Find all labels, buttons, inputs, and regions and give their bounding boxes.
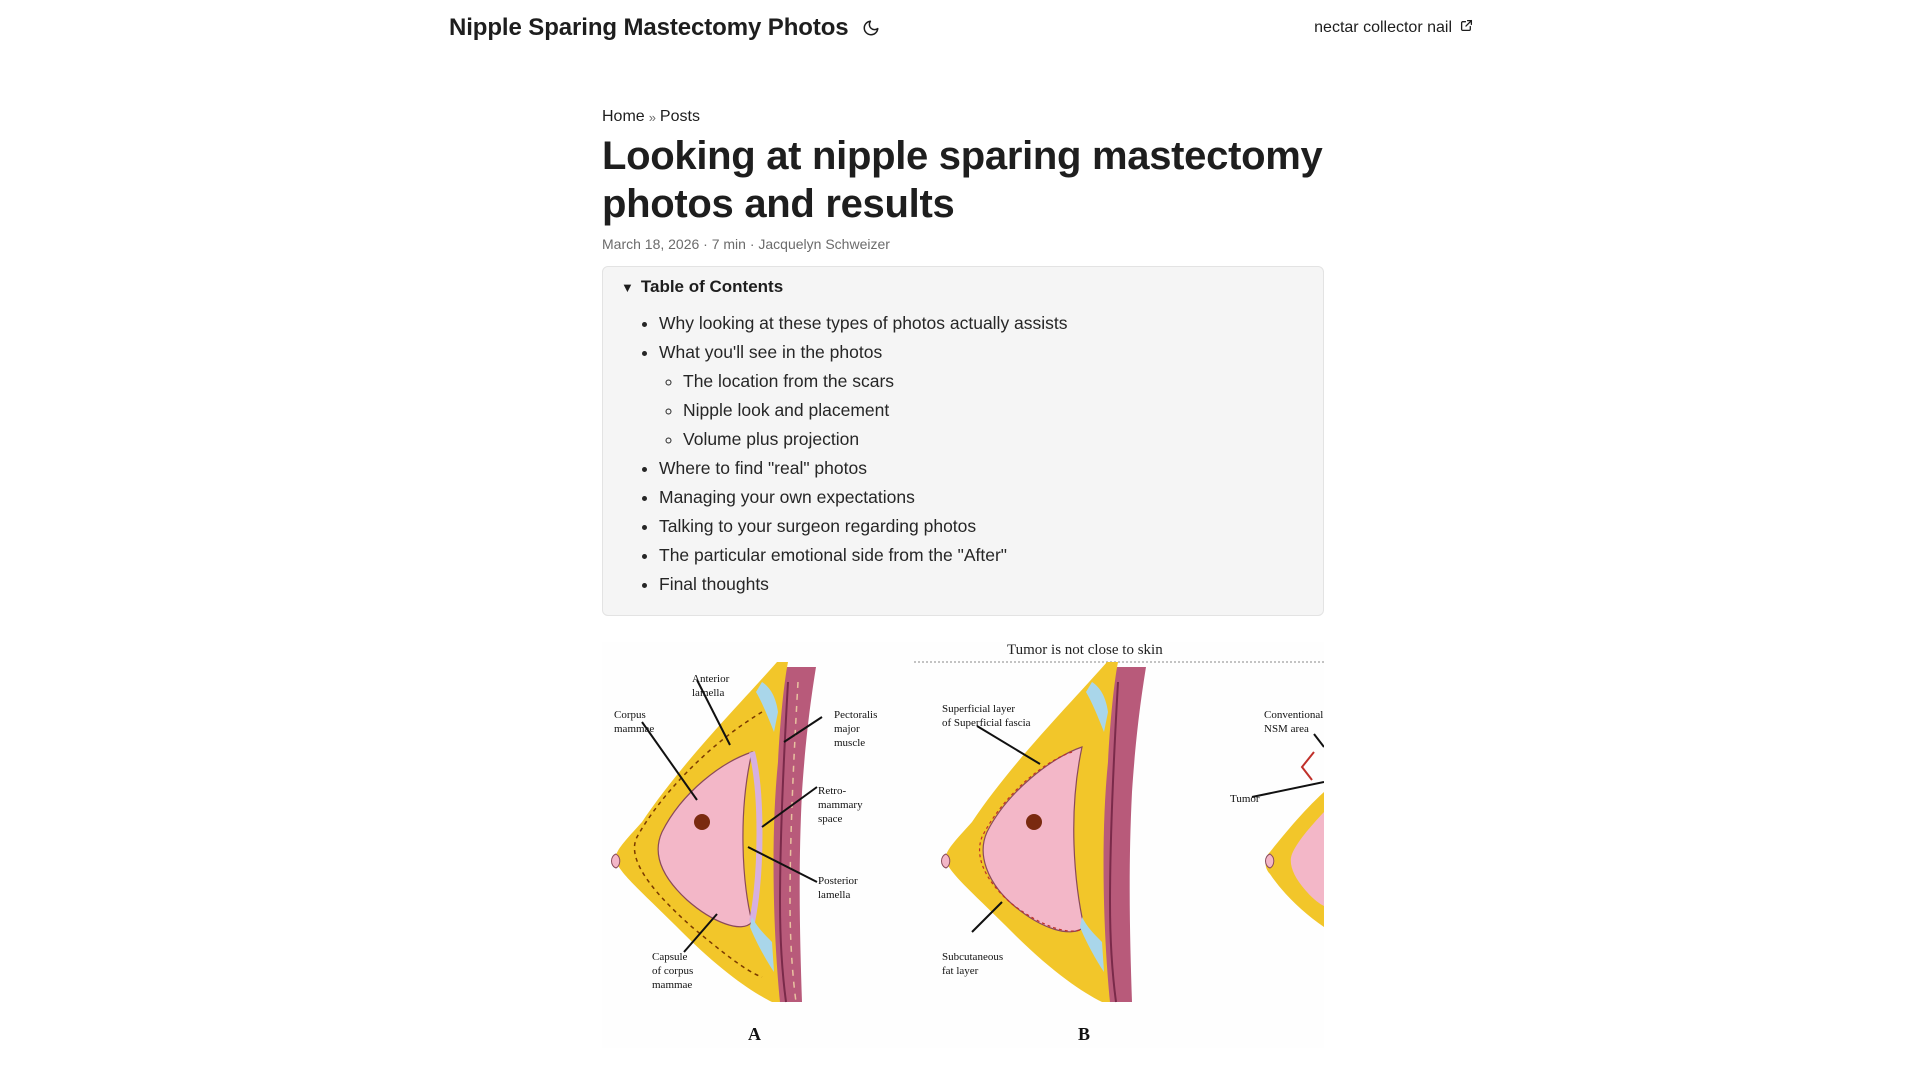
label-conventional-nsm: Conventional NSM area — [1264, 709, 1324, 735]
toc-link[interactable]: Talking to your surgeon regarding photos — [659, 516, 977, 536]
panel-b-letter: B — [1078, 1024, 1091, 1044]
toc-item — [659, 570, 1305, 599]
external-site-link[interactable] — [1314, 19, 1473, 37]
toc-subitem — [683, 396, 1305, 425]
toc-link[interactable]: Final thoughts — [659, 574, 769, 594]
toc-list — [621, 309, 1305, 599]
logo-group — [449, 14, 881, 42]
toc-sublink[interactable]: The location from the scars — [683, 371, 895, 391]
toc-toggle[interactable] — [621, 277, 1305, 297]
breadcrumb-posts[interactable]: Posts — [659, 108, 700, 125]
label-anterior-lamella: Anterior lamella — [692, 673, 730, 699]
toc-item — [659, 512, 1305, 541]
panel-b-title: Tumor is not close to skin — [1007, 642, 1163, 658]
toc-subitem — [683, 425, 1305, 454]
toc-sublist — [659, 367, 1305, 454]
toc-sublink[interactable]: Nipple look and placement — [683, 400, 890, 420]
post-main — [602, 108, 1324, 1048]
site-title-link[interactable]: Nipple Sparing Mastectomy Photos — [449, 14, 849, 41]
toc-link[interactable]: What you'll see in the photos — [659, 342, 883, 362]
toc-subitem — [683, 367, 1305, 396]
post-meta: March 18, 2026 · 7 min · Jacquelyn Schweizer — [602, 236, 890, 252]
toc-link[interactable]: Managing your own expectations — [659, 487, 915, 507]
site-header — [0, 0, 1920, 60]
toc-item — [659, 309, 1305, 338]
label-corpus-mammae: Corpus mammae — [614, 709, 655, 735]
anatomy-figure — [602, 642, 1324, 1048]
breadcrumb-home[interactable]: Home — [602, 108, 645, 125]
breadcrumb — [602, 108, 1324, 126]
breast-anatomy-illustration — [602, 642, 1324, 1048]
label-pectoralis: Pectoralis major muscle — [834, 709, 878, 749]
label-retromammary: Retro-mammary space — [818, 785, 863, 825]
panel-a-letter: A — [748, 1024, 761, 1044]
toc-sublink[interactable]: Volume plus projection — [683, 429, 860, 449]
table-of-contents — [602, 266, 1324, 616]
toc-item — [659, 541, 1305, 570]
label-posterior-lamella: Posterior lamella — [818, 875, 858, 901]
toc-item — [659, 483, 1305, 512]
label-superficial-layer: Superficial layer of Superficial fascia — [942, 703, 1031, 729]
toc-item — [659, 338, 1305, 454]
external-link-label: nectar collector nail — [1314, 19, 1452, 36]
toc-item — [659, 454, 1305, 483]
triangle-down-icon: ▼ — [621, 279, 634, 295]
post-title: Looking at nipple sparing mastectomy photos and results — [602, 134, 1323, 226]
toc-link[interactable]: Where to find "real" photos — [659, 458, 867, 478]
label-tumor: Tumor — [1230, 793, 1260, 805]
breadcrumb-separator: » — [648, 109, 656, 125]
label-subcutaneous: Subcutaneous fat layer — [942, 951, 1004, 977]
toc-heading: Table of Contents — [640, 277, 784, 296]
toc-link[interactable]: Why looking at these types of photos actually assists — [659, 313, 1068, 333]
external-link-icon — [1460, 19, 1473, 37]
toc-link[interactable]: The particular emotional side from the "After" — [659, 545, 1007, 565]
moon-icon[interactable] — [861, 18, 881, 38]
label-capsule: Capsule of corpus mammae — [652, 951, 694, 991]
